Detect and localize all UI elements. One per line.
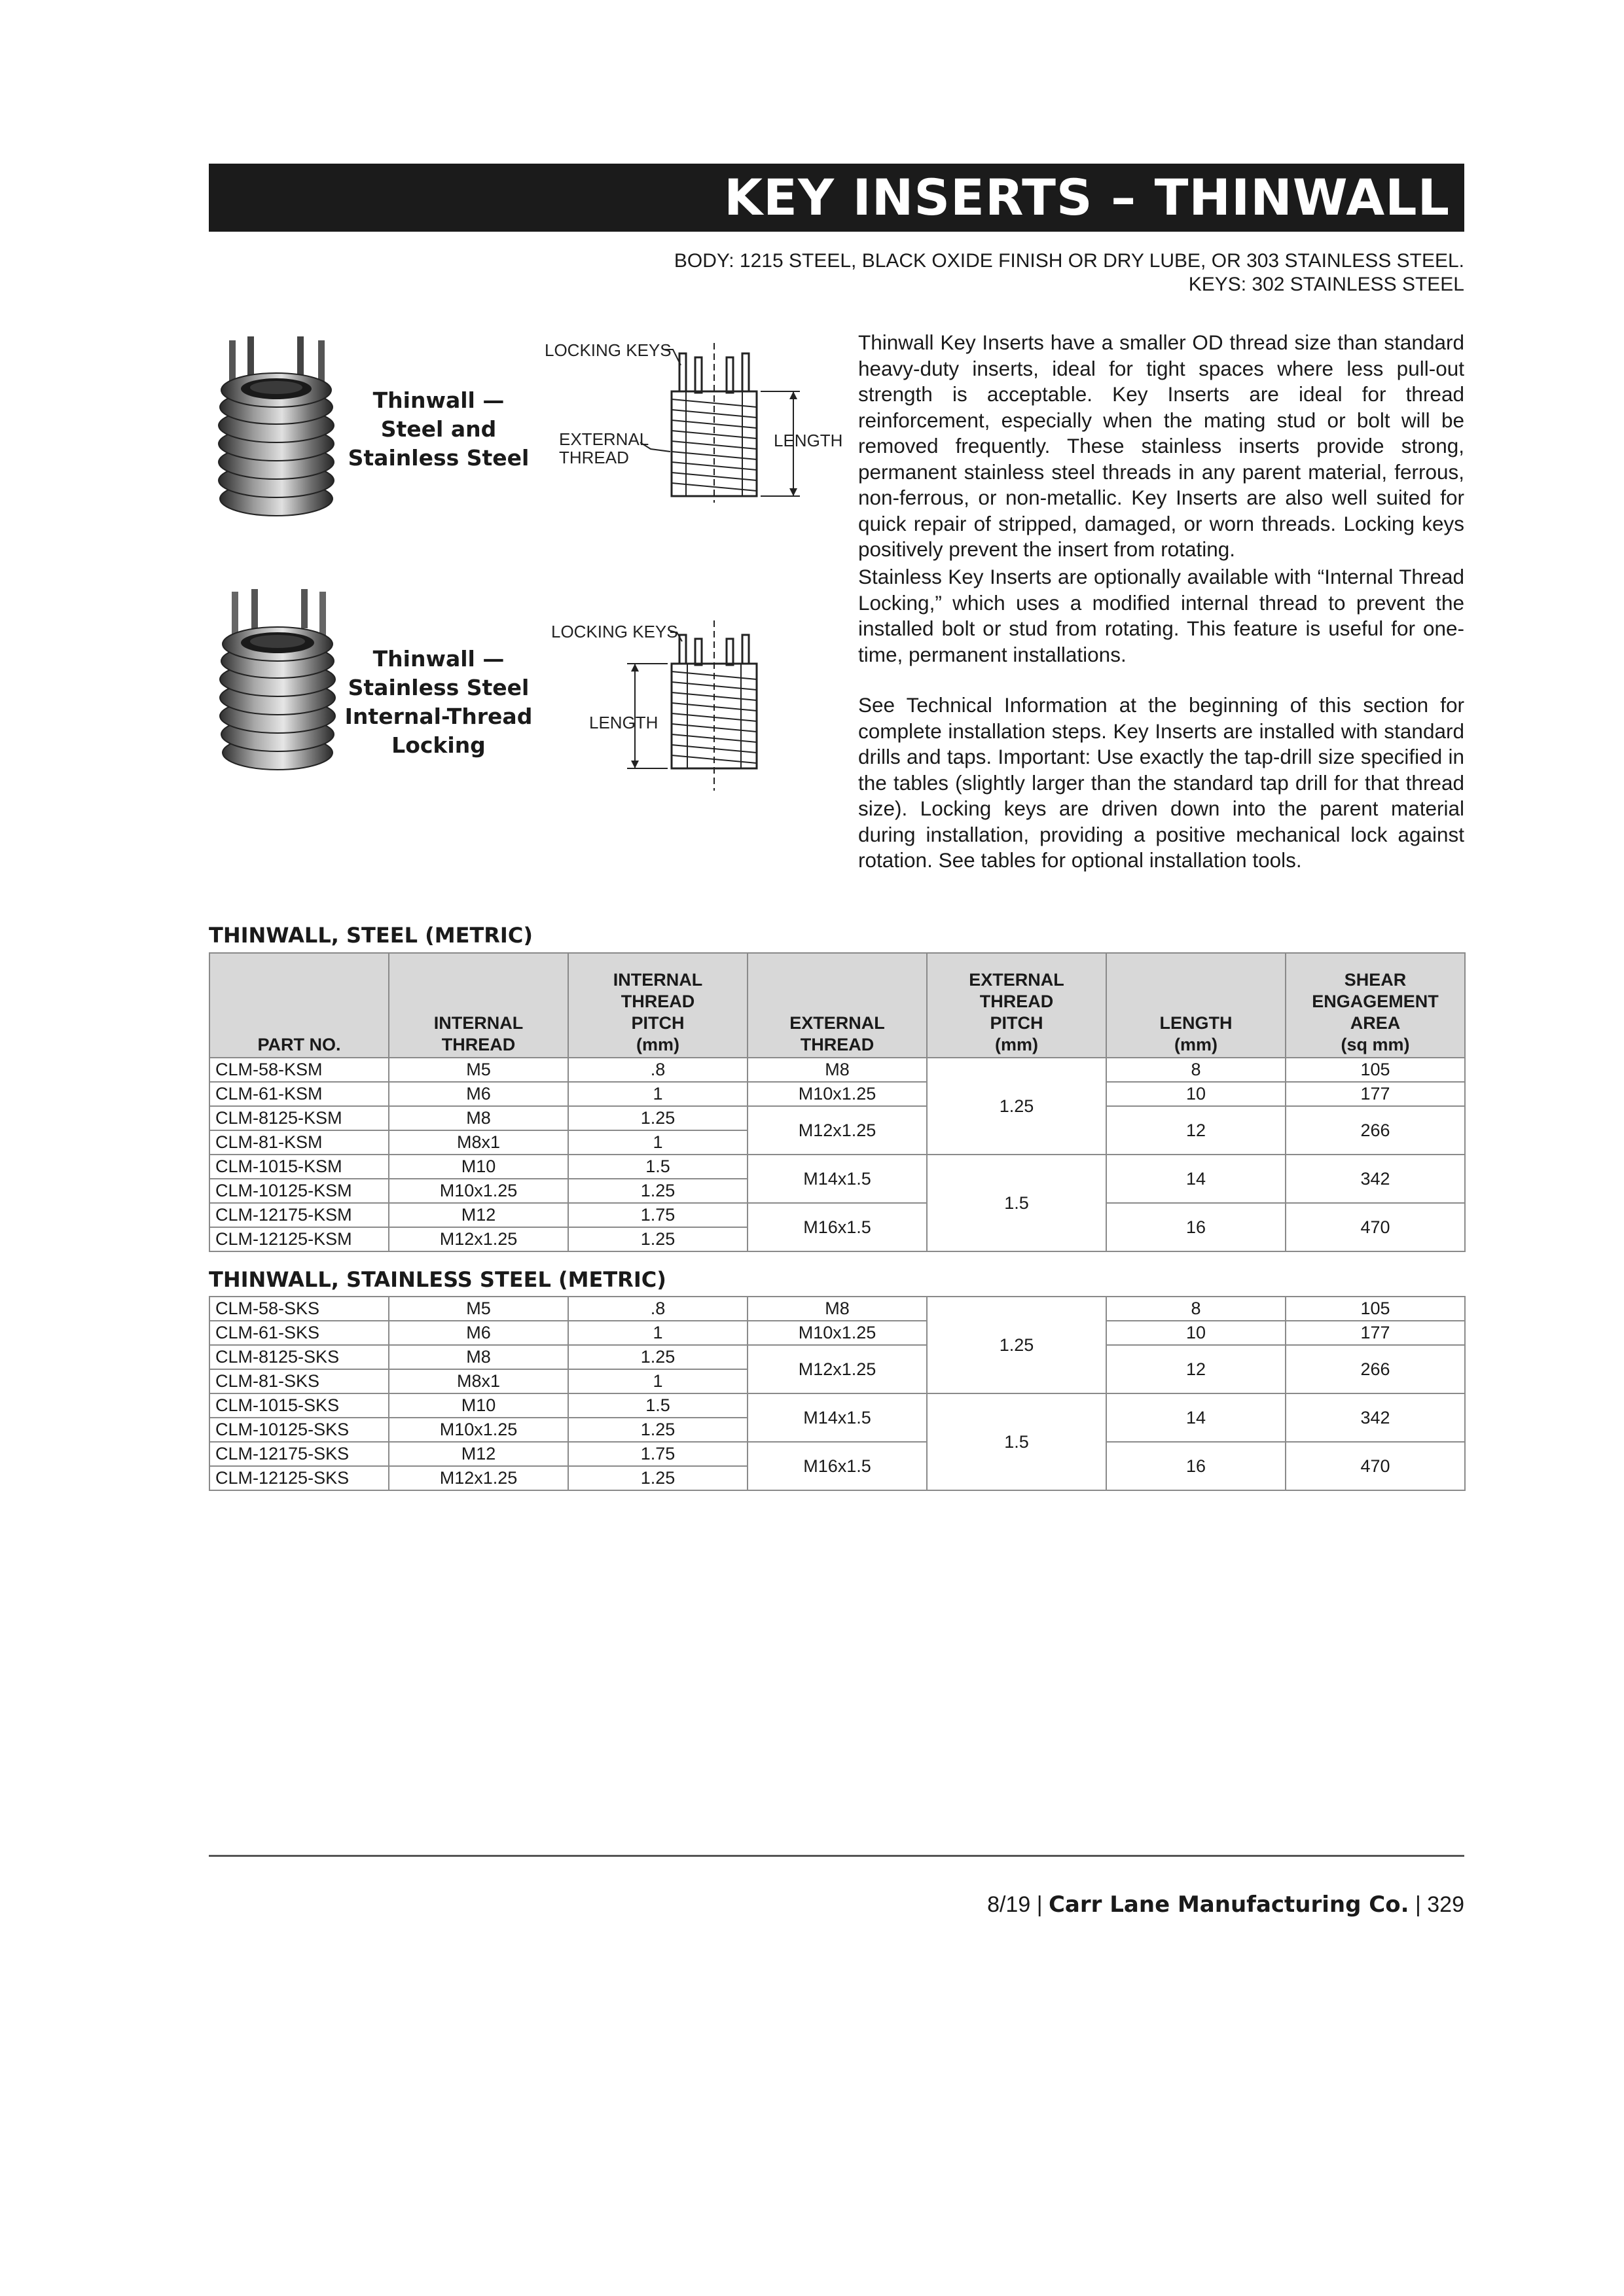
description-paragraph-3: See Technical Information at the beginning of this section for complete installation steps. Key Inserts are installed with standard drills and taps. Important: Use exactly the tap-drill size specified in the tables (slightly larger than the standard tap drill for that thread size). Locking keys are driven down into the parent material during installation, providing a positive mechanical lock against rotation. See tables for optional installation tools. xyxy=(858,693,1464,872)
label-locking-keys: LOCKING KEYS xyxy=(545,340,672,360)
table-row: CLM-58-KSM M5 .8 M8 1.25 8 105 xyxy=(209,1058,1465,1082)
footer-date: 8/19 xyxy=(987,1892,1031,1917)
steel-insert-photo xyxy=(213,335,339,526)
label-thread: THREAD xyxy=(559,448,629,467)
label-external: EXTERNAL xyxy=(559,429,649,449)
insert-diagram-stainless-locking xyxy=(542,615,850,792)
insert-diagram-steel xyxy=(542,334,850,504)
table-row: CLM-61-KSM M6 1 M10x1.25 10 177 xyxy=(209,1082,1465,1106)
page-number: 329 xyxy=(1427,1892,1464,1917)
table-row: CLM-12175-SKS M12 1.75 M16x1.5 16 470 xyxy=(209,1442,1465,1466)
product-caption-steel: Thinwall — Steel and Stainless Steel xyxy=(348,387,530,471)
product-caption-stainless-locking: Thinwall — Stainless Steel Internal-Thread Locking xyxy=(344,646,533,758)
footer-company: Carr Lane Manufacturing Co. xyxy=(1048,1892,1409,1918)
material-spec-body: BODY: 1215 STEEL, BLACK OXIDE FINISH OR DRY LUBE, OR 303 STAINLESS STEEL. xyxy=(674,250,1464,272)
page-footer: 8/19 | Carr Lane Manufacturing Co. | 329 xyxy=(987,1892,1464,1918)
steel-metric-table xyxy=(209,952,1466,1252)
description-paragraph-1: Thinwall Key Inserts have a smaller OD thread size than standard heavy-duty inserts, ideal for tight spaces where less pull-out strength is acceptable. Key Inserts are ideal for thread reinforcement, especially when the mating stud or bolt will be removed frequently. These stainless inserts provide strong, permanent stainless steel threads in any parent material, ferrous, non-ferrous, or non-metallic. Key Inserts are also well suited for quick repair of stripped, damaged, or worn threads. Locking keys positively prevent the insert from rotating. xyxy=(858,331,1464,561)
stainless-locking-insert-photo xyxy=(213,588,339,779)
table-row: CLM-61-SKS M6 1 M10x1.25 10 177 xyxy=(209,1321,1465,1345)
table-row: CLM-12125-SKS M12x1.25 1.25 xyxy=(209,1466,1465,1490)
table-row: CLM-8125-SKS M8 1.25 M12x1.25 12 266 xyxy=(209,1345,1465,1369)
col-part-no: PART NO. xyxy=(209,953,389,1058)
table-row: CLM-1015-SKS M10 1.5 M14x1.5 1.5 14 342 xyxy=(209,1393,1465,1418)
title-bar xyxy=(209,164,1464,232)
label-length-2: LENGTH xyxy=(589,713,659,732)
table-row: CLM-58-SKS M5 .8 M8 1.25 8 105 xyxy=(209,1297,1465,1321)
description-paragraph-2: Stainless Key Inserts are optionally available with “Internal Thread Locking,” which uses a modified internal thread to prevent the installed bolt or stud from rotating. This feature is useful for one-time, permanent installations. xyxy=(858,565,1464,666)
steel-table-title: THINWALL, STEEL (METRIC) xyxy=(209,923,533,948)
table-row: CLM-12175-KSM M12 1.75 M16x1.5 16 470 xyxy=(209,1203,1465,1227)
col-internal-thread-pitch: INTERNAL THREAD PITCH (mm) xyxy=(568,953,748,1058)
col-external-thread-pitch: EXTERNAL THREAD PITCH (mm) xyxy=(927,953,1106,1058)
table-row: CLM-8125-KSM M8 1.25 M12x1.25 12 266 xyxy=(209,1106,1465,1130)
page-title: KEY INSERTS – THINWALL xyxy=(724,168,1450,226)
stainless-table-title: THINWALL, STAINLESS STEEL (METRIC) xyxy=(209,1267,666,1292)
stainless-metric-table xyxy=(209,1296,1466,1491)
table-row: CLM-10125-SKS M10x1.25 1.25 xyxy=(209,1418,1465,1442)
label-locking-keys-2: LOCKING KEYS xyxy=(551,622,678,641)
table-row: CLM-81-KSM M8x1 1 xyxy=(209,1130,1465,1155)
col-shear-area: SHEAR ENGAGEMENT AREA (sq mm) xyxy=(1286,953,1465,1058)
table-row: CLM-81-SKS M8x1 1 xyxy=(209,1369,1465,1393)
table-row: CLM-1015-KSM M10 1.5 M14x1.5 1.5 14 342 xyxy=(209,1155,1465,1179)
table-row: CLM-10125-KSM M10x1.25 1.25 xyxy=(209,1179,1465,1203)
col-length: LENGTH (mm) xyxy=(1106,953,1286,1058)
material-spec-keys: KEYS: 302 STAINLESS STEEL xyxy=(1188,274,1464,295)
table-row: CLM-12125-KSM M12x1.25 1.25 xyxy=(209,1227,1465,1251)
footer-divider xyxy=(209,1855,1464,1857)
table-header-row xyxy=(209,953,1465,1058)
label-length: LENGTH xyxy=(774,431,843,450)
col-external-thread: EXTERNAL THREAD xyxy=(748,953,927,1058)
col-internal-thread: INTERNAL THREAD xyxy=(389,953,568,1058)
